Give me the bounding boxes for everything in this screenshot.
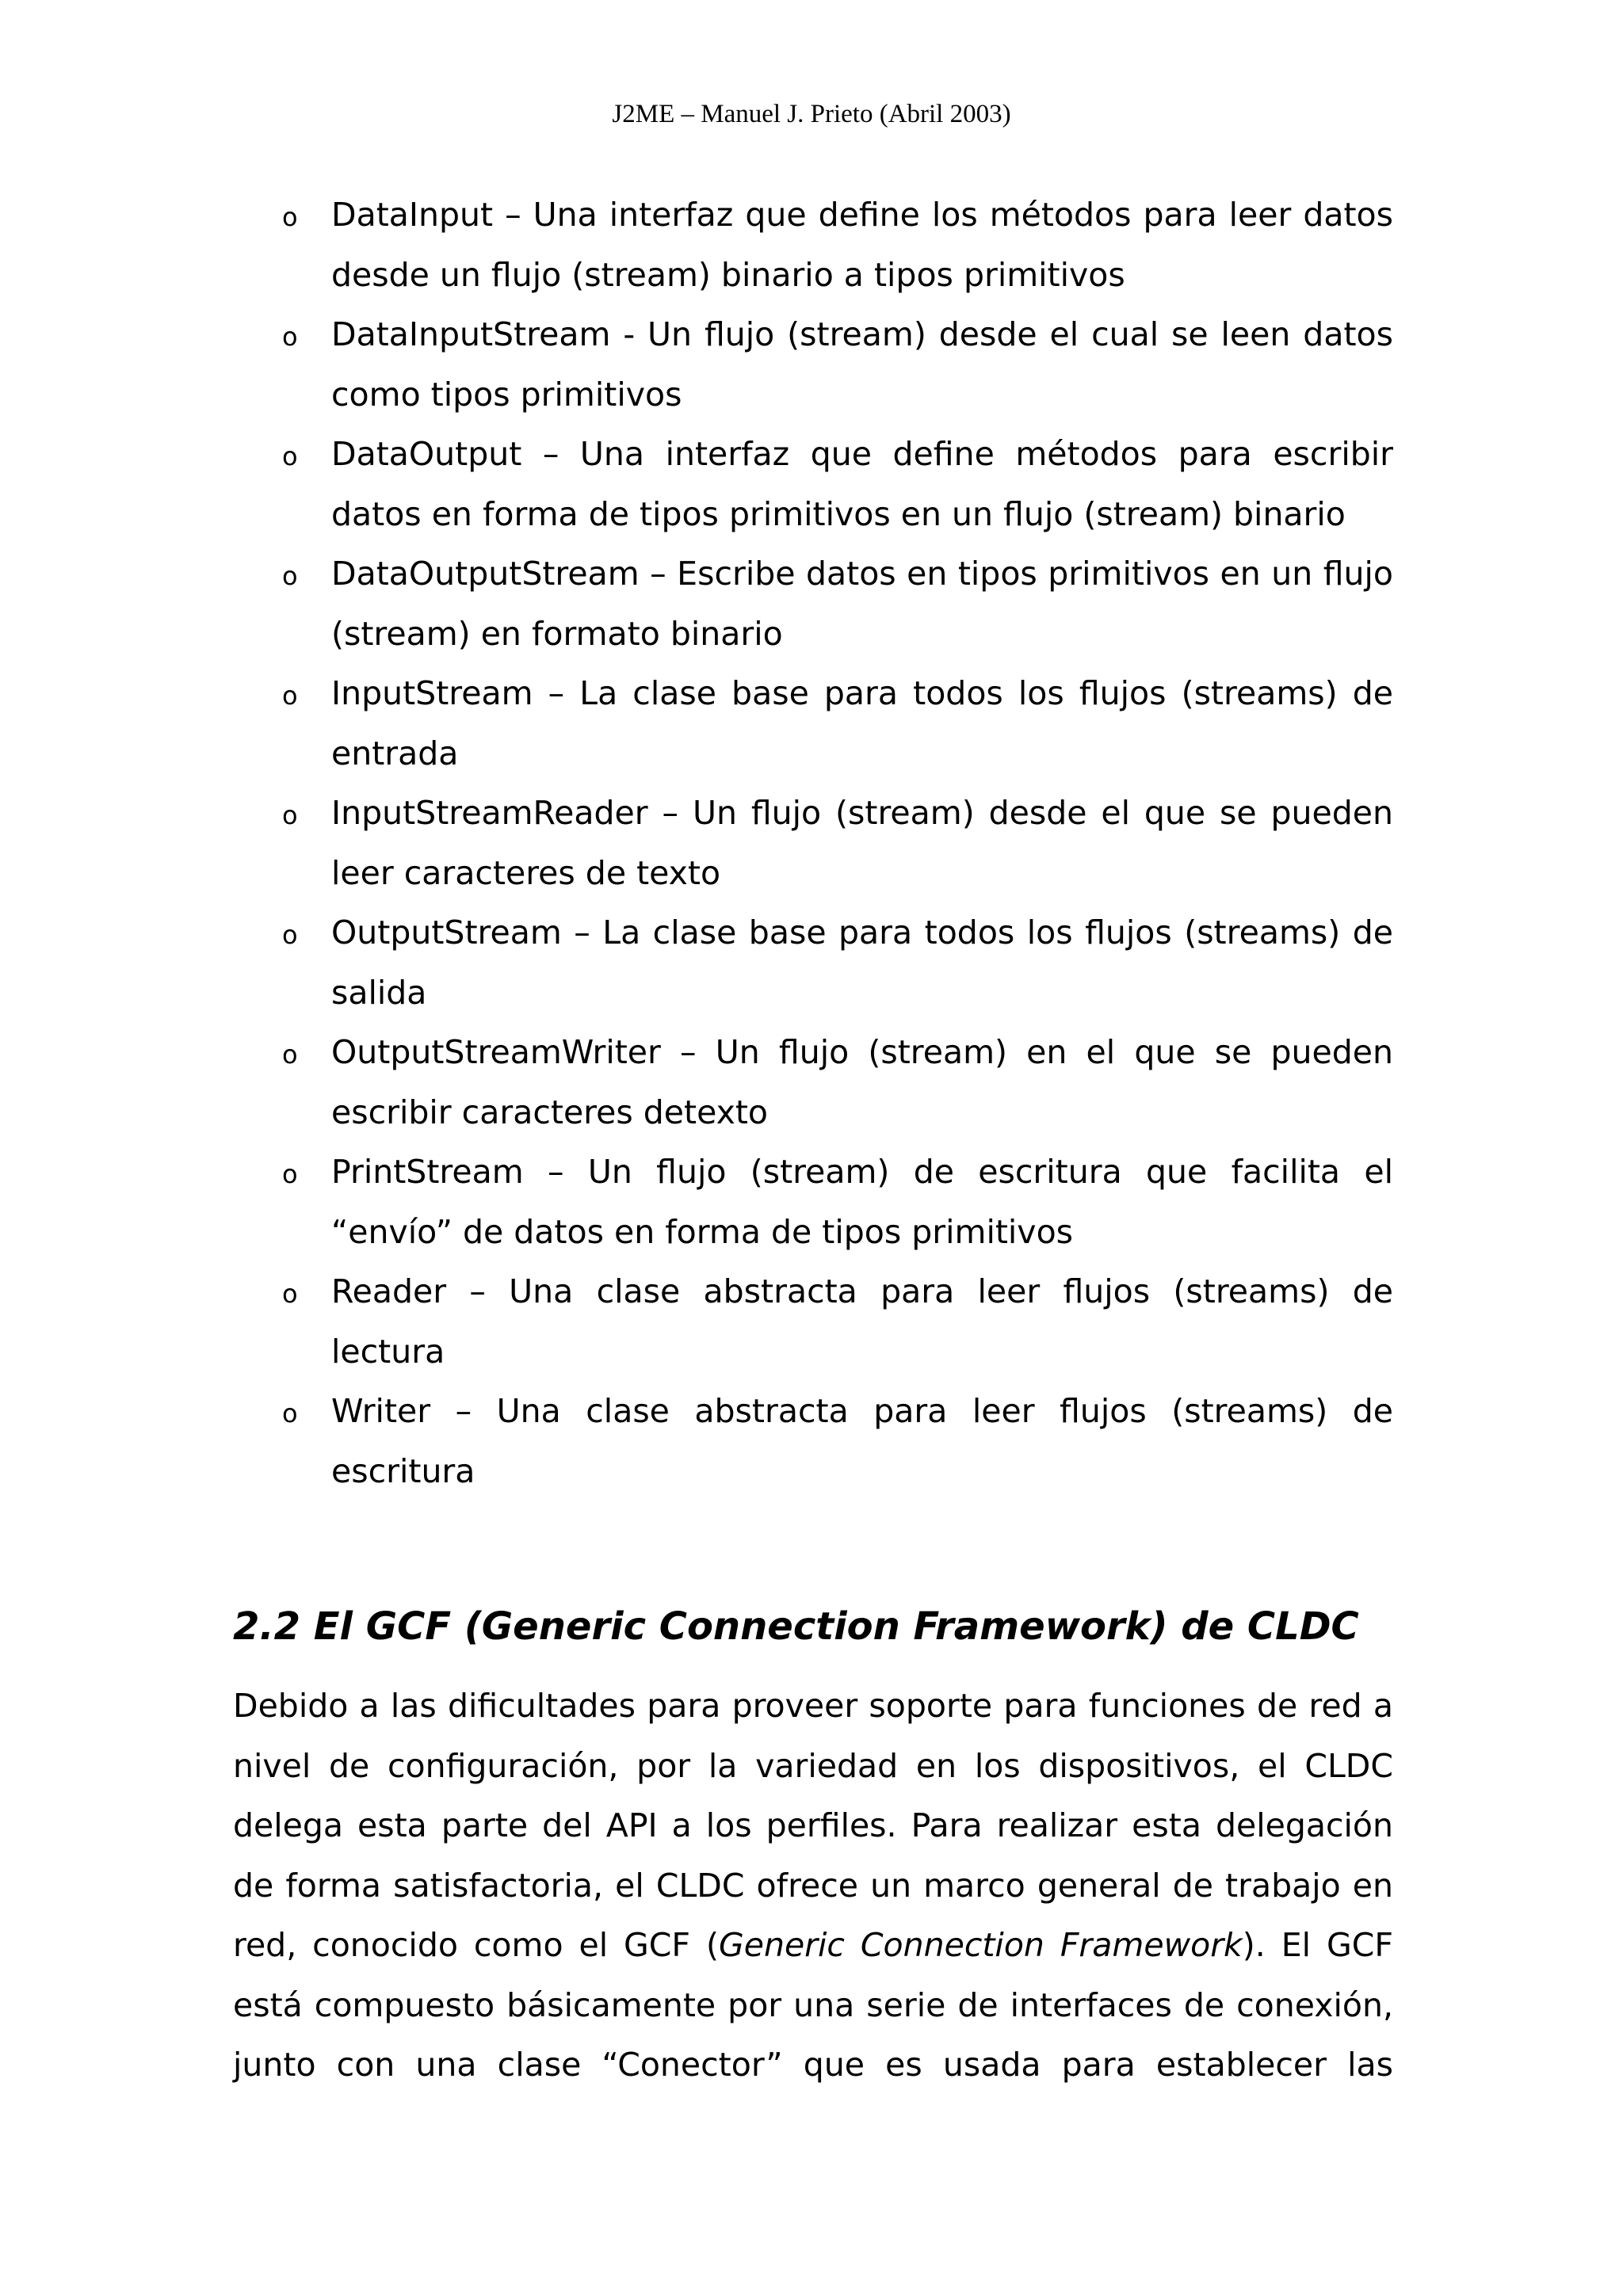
- bullet-marker: o: [282, 441, 298, 471]
- list-item: [233, 903, 1393, 1023]
- bullet-marker: o: [282, 1159, 298, 1189]
- separator: –: [574, 913, 590, 952]
- bullet-marker: o: [282, 322, 298, 352]
- section-paragraph: [233, 1676, 1393, 2096]
- class-name: OutputStream: [331, 913, 562, 952]
- section-heading: 2.2 El GCF (Generic Connection Framework) de CLDC: [233, 1604, 1359, 1649]
- separator: –: [455, 1392, 472, 1430]
- class-description: Un flujo (stream) en el que se pueden escribir caracteres detexto: [331, 1033, 1393, 1131]
- class-name: Reader: [331, 1272, 447, 1310]
- class-name: DataInputStream: [331, 315, 611, 353]
- class-name: InputStream: [331, 674, 533, 712]
- class-name: OutputStreamWriter: [331, 1033, 661, 1071]
- bullet-marker: o: [282, 800, 298, 830]
- class-description: La clase base para todos los flujos (streams) de salida: [331, 913, 1393, 1012]
- separator: –: [662, 794, 679, 832]
- paragraph-emphasis: Generic Connection Framework: [718, 1926, 1243, 1964]
- separator: –: [505, 196, 521, 234]
- list-item: [233, 1262, 1393, 1382]
- list-item: [233, 544, 1393, 664]
- class-description: Una interfaz que define métodos para escribir datos en forma de tipos primitivos en un flujo (stream) binario: [331, 435, 1393, 533]
- separator: -: [623, 315, 636, 353]
- separator: –: [542, 435, 559, 473]
- class-description: Una clase abstracta para leer flujos (streams) de escritura: [331, 1392, 1393, 1490]
- list-item: [233, 664, 1393, 784]
- class-name: InputStreamReader: [331, 794, 648, 832]
- separator: –: [469, 1272, 486, 1310]
- paragraph-text: Debido a las dificultades para proveer soporte para funciones de red a nivel de configuración, por la variedad en los dispositivos, el CLDC delega esta parte del API a los perfiles. Para realizar esta delegación de forma satisfactoria, el CLDC ofrece un marco general de trabajo en red, conocido como el GCF (: [233, 1687, 1393, 1964]
- class-description: Un flujo (stream) desde el cual se leen datos como tipos primitivos: [331, 315, 1393, 414]
- bullet-marker: o: [282, 1398, 298, 1428]
- list-item: [233, 784, 1393, 903]
- class-description: Una interfaz que define los métodos para leer datos desde un flujo (stream) binario a tipos primitivos: [331, 196, 1393, 294]
- class-name: Writer: [331, 1392, 431, 1430]
- bullet-marker: o: [282, 1039, 298, 1070]
- class-description: Escribe datos en tipos primitivos en un flujo (stream) en formato binario: [331, 555, 1393, 653]
- list-item: [233, 1142, 1393, 1262]
- class-name: DataInput: [331, 196, 494, 234]
- paragraph-text-continued: ). El GCF está compuesto básicamente por una serie de interfaces de conexión, junto con una clase “Conector” que es usada para establecer las: [233, 1926, 1393, 2084]
- bullet-marker: o: [282, 920, 298, 950]
- list-item: [233, 1382, 1393, 1501]
- separator: –: [548, 674, 565, 712]
- class-name: DataOutput: [331, 435, 522, 473]
- class-description: Un flujo (stream) desde el que se pueden leer caracteres de texto: [331, 794, 1393, 892]
- class-description: Un flujo (stream) de escritura que facilita el “envío” de datos en forma de tipos primitivos: [331, 1153, 1393, 1251]
- class-description: La clase base para todos los flujos (streams) de entrada: [331, 674, 1393, 772]
- list-item: [233, 305, 1393, 425]
- bullet-marker: o: [282, 561, 298, 591]
- list-item: [233, 185, 1393, 305]
- bullet-marker: o: [282, 202, 298, 232]
- bullet-marker: o: [282, 1279, 298, 1309]
- list-item: [233, 425, 1393, 544]
- running-header: J2ME – Manuel J. Prieto (Abril 2003): [612, 100, 1011, 128]
- separator: –: [650, 555, 666, 593]
- class-description: Una clase abstracta para leer flujos (streams) de lectura: [331, 1272, 1393, 1371]
- list-item: [233, 1023, 1393, 1142]
- class-name: DataOutputStream: [331, 555, 640, 593]
- separator: –: [548, 1153, 564, 1191]
- class-list: [233, 185, 1393, 1501]
- class-name: PrintStream: [331, 1153, 524, 1191]
- bullet-marker: o: [282, 681, 298, 711]
- separator: –: [680, 1033, 697, 1071]
